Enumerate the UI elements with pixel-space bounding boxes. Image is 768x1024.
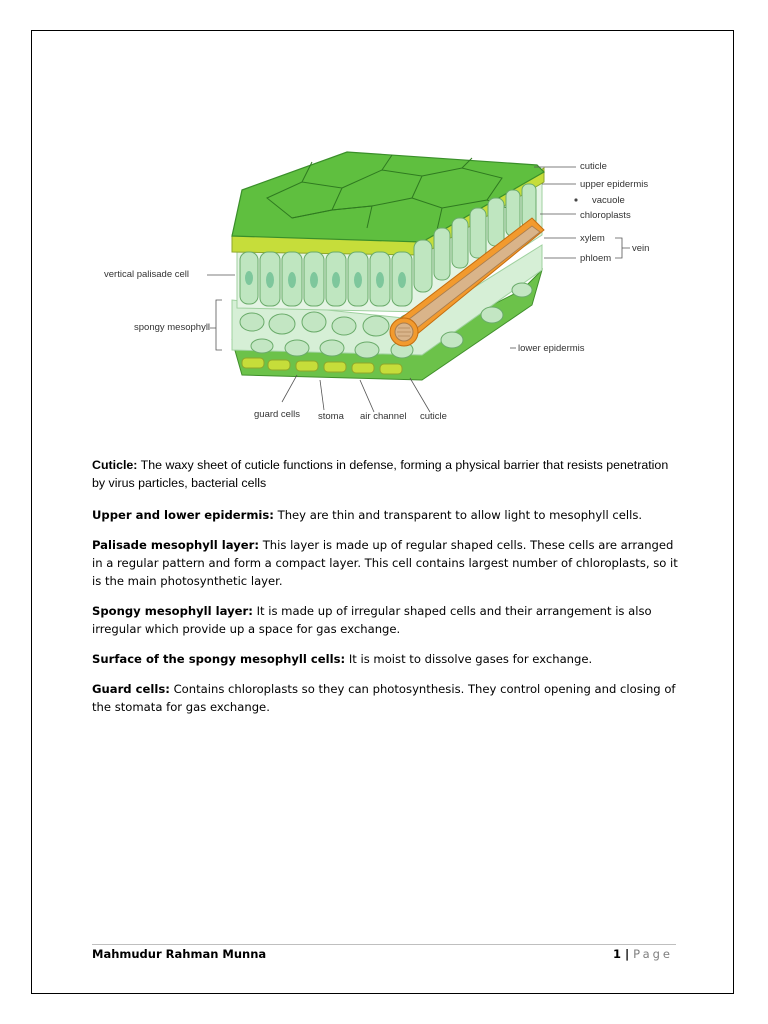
label-vacuole: vacuole — [592, 195, 625, 206]
paragraph-text: It is made up of irregular shaped cells and their arrangement is also irregular which provide up a space for gas exchange. — [92, 604, 652, 636]
page-word: Page — [633, 947, 673, 961]
paragraph-text: It is moist to dissolve gases for exchange. — [348, 652, 593, 666]
epidermis-paragraph — [92, 506, 682, 524]
cuticle-title: Cuticle: — [92, 458, 138, 472]
body-text — [92, 456, 682, 728]
label-cuticle-top: cuticle — [580, 161, 607, 172]
label-xylem: xylem — [580, 233, 605, 244]
label-vertical-palisade-cell: vertical palisade cell — [104, 269, 190, 280]
label-upper-epidermis: upper epidermis — [580, 179, 649, 190]
label-lower-epidermis: lower epidermis — [518, 343, 585, 354]
label-chloroplasts: chloroplasts — [580, 210, 631, 221]
paragraph-text: This layer is made up of regular shaped cells. These cells are arranged in a regular pattern and form a compact layer. This cell contains largest number of chloroplasts, so it is the main photosynthetic layer. — [92, 538, 678, 588]
label-air-channel: air channel — [360, 411, 407, 422]
guard-cells-paragraph — [92, 680, 682, 716]
paragraph-title: Palisade mesophyll layer: — [92, 538, 259, 552]
paragraph-text: Contains chloroplasts so they can photosynthesis. They control opening and closing of the stomata for gas exchange. — [92, 682, 676, 714]
paragraph-text: They are thin and transparent to allow light to mesophyll cells. — [277, 508, 643, 522]
paragraph-title: Upper and lower epidermis: — [92, 508, 274, 522]
label-cuticle-bottom: cuticle — [420, 411, 447, 422]
paragraph-title: Surface of the spongy mesophyll cells: — [92, 652, 346, 666]
page-number: 1 — [612, 947, 621, 961]
leaf-cross-section-diagram — [92, 140, 672, 440]
footer-page-number — [613, 947, 673, 961]
footer-author: Mahmudur Rahman Munna — [92, 947, 267, 961]
surface-paragraph — [92, 650, 682, 668]
page-separator: | — [624, 947, 630, 961]
label-vein: vein — [632, 243, 650, 254]
label-spongy-mesophyll: spongy mesophyll — [134, 322, 211, 333]
cuticle-text: The waxy sheet of cuticle functions in defense, forming a physical barrier that resists penetration by virus particles, bacterial cells — [92, 458, 669, 490]
spongy-paragraph — [92, 602, 682, 638]
cuticle-paragraph — [92, 456, 682, 492]
label-phloem: phloem — [580, 253, 612, 264]
label-stoma: stoma — [318, 411, 344, 422]
palisade-paragraph — [92, 536, 682, 590]
paragraph-title: Spongy mesophyll layer: — [92, 604, 253, 618]
label-guard-cells: guard cells — [254, 409, 300, 420]
paragraph-title: Guard cells: — [92, 682, 170, 696]
footer-divider — [92, 944, 676, 945]
